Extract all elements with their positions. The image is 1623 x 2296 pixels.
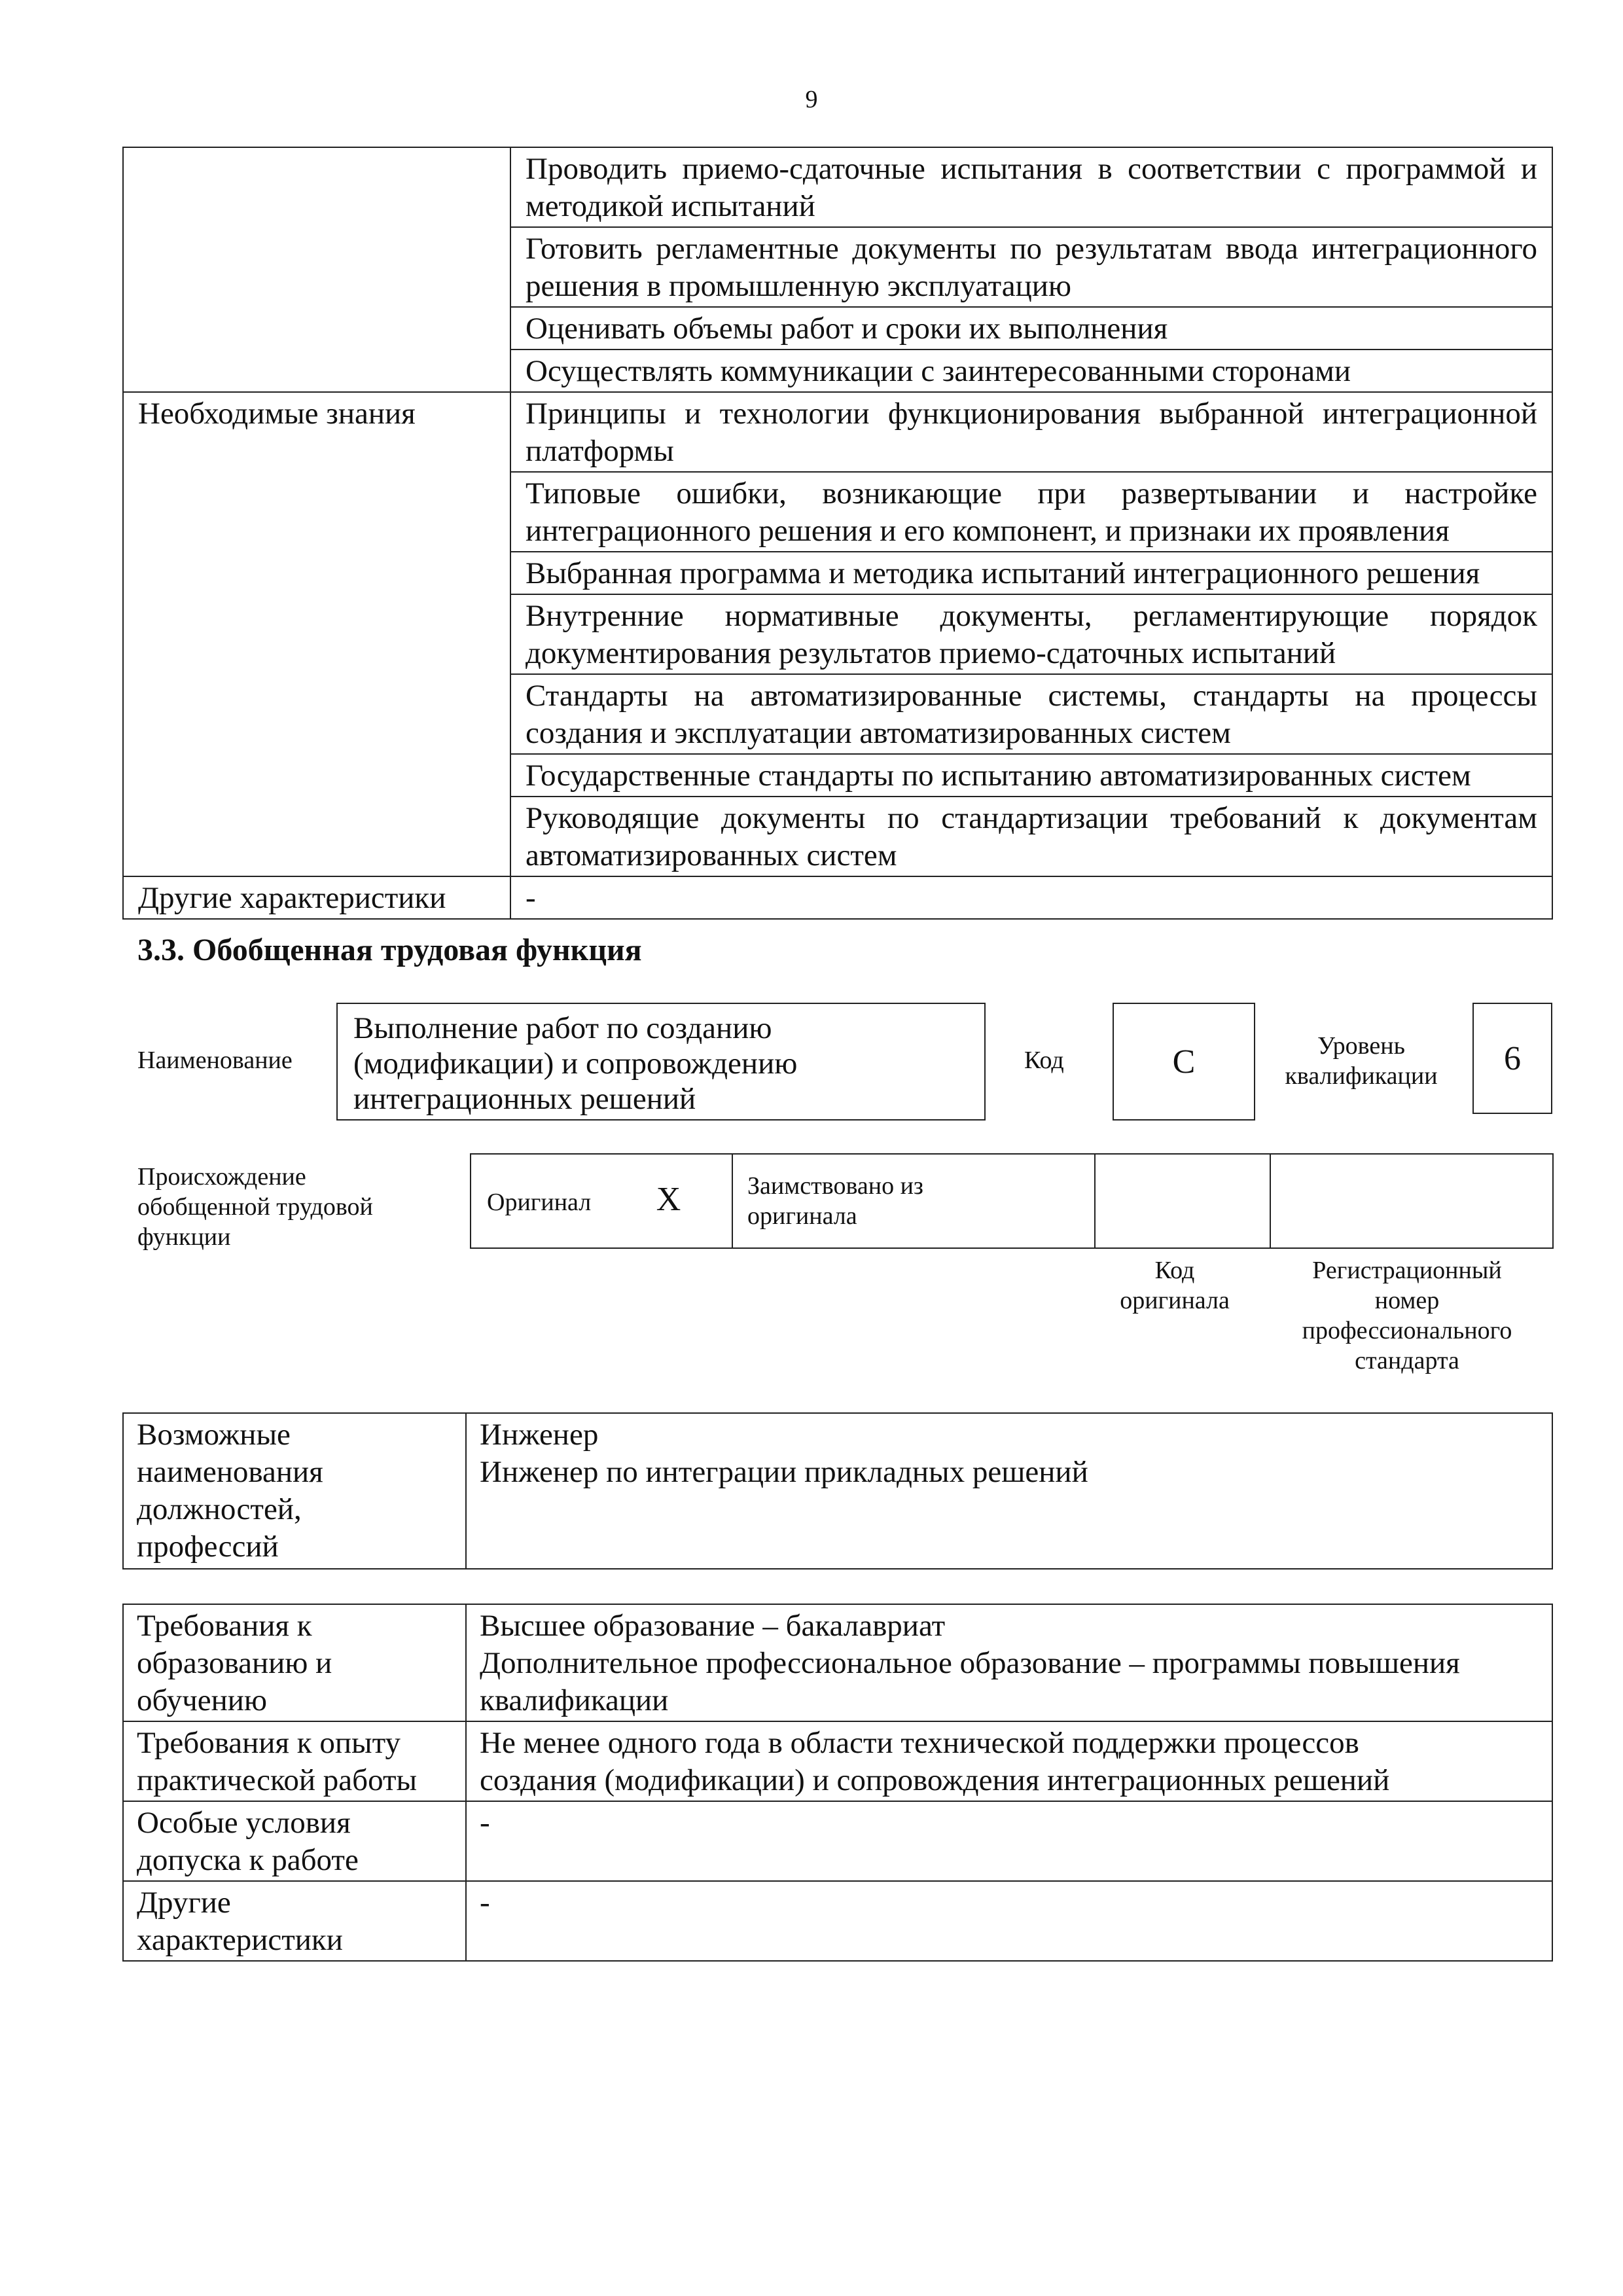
knowledge-row: Руководящие документы по стандартизации требований к документам автоматизированных систем [510, 797, 1552, 876]
knowledge-row: Стандарты на автоматизированные системы, стандарты на процессы создания и эксплуатации автоматизированных систем [510, 674, 1552, 754]
origin-label: Происхождение обобщенной трудовой функции [137, 1163, 373, 1251]
knowledge-row: Типовые ошибки, возникающие при развертывании и настройке интеграционного решения и его компонент, и признаки их проявления [510, 472, 1552, 552]
original-cell [471, 1154, 732, 1248]
positions-table [122, 1412, 1553, 1570]
skill-row: Оценивать объемы работ и сроки их выполнения [510, 307, 1552, 350]
page-number: 9 [805, 86, 818, 113]
positions-label: Возможные наименования должностей, профессий [123, 1413, 466, 1569]
skill-row: Готовить регламентные документы по результатам ввода интеграционного решения в промышленную эксплуатацию [510, 227, 1552, 307]
positions-values: Инженер Инженер по интеграции прикладных решений [466, 1413, 1552, 1569]
level-value: 6 [1472, 1003, 1552, 1114]
reg-number-caption: Регистрационный номер профессионального стандарта [1302, 1257, 1512, 1374]
experience-value: Не менее одного года в области технической поддержки процессов создания (модификации) и сопровождения интеграционных решений [466, 1721, 1552, 1801]
original-mark: X [656, 1181, 681, 1218]
knowledge-row: Выбранная программа и методика испытаний интеграционного решения [510, 552, 1552, 594]
function-name-box: Выполнение работ по созданию (модификации) и сопровождению интеграционных решений [336, 1003, 986, 1121]
other-value: - [510, 876, 1552, 919]
reg-number-cell [1270, 1154, 1553, 1248]
origin-table [470, 1153, 1554, 1249]
knowledge-row: Государственные стандарты по испытанию автоматизированных систем [510, 754, 1552, 797]
requirements-table [122, 1604, 1553, 1962]
knowledge-label: Необходимые знания [123, 392, 510, 876]
code-value: C [1113, 1003, 1255, 1121]
borrowed-cell: Заимствовано из оригинала [732, 1154, 1095, 1248]
other-label: Другие характеристики [123, 876, 510, 919]
empty-label-cell [123, 147, 510, 392]
original-code-cell [1095, 1154, 1270, 1248]
code-label: Код [1024, 1047, 1064, 1074]
knowledge-row: Внутренние нормативные документы, регламентирующие порядок документирования результатов приемо-сдаточных испытаний [510, 594, 1552, 674]
name-label: Наименование [137, 1047, 293, 1074]
other-characteristics-value: - [466, 1881, 1552, 1961]
section-heading: 3.3. Обобщенная трудовая функция [137, 933, 642, 967]
skill-row: Проводить приемо-сдаточные испытания в соответствии с программой и методикой испытаний [510, 147, 1552, 227]
special-conditions-label: Особые условия допуска к работе [123, 1801, 466, 1881]
education-label: Требования к образованию и обучению [123, 1604, 466, 1721]
knowledge-row: Принципы и технологии функционирования выбранной интеграционной платформы [510, 392, 1552, 472]
level-label: Уровень квалификации [1285, 1032, 1438, 1090]
skill-row: Осуществлять коммуникации с заинтересованными сторонами [510, 350, 1552, 392]
education-value: Высшее образование – бакалавриат Дополнительное профессиональное образование – программы повышения квалификации [466, 1604, 1552, 1721]
code-caption: Код оригинала [1120, 1257, 1230, 1314]
other-characteristics-label: Другие характеристики [123, 1881, 466, 1961]
experience-label: Требования к опыту практической работы [123, 1721, 466, 1801]
original-label: Оригинал [487, 1189, 592, 1216]
knowledge-skills-table [122, 147, 1553, 920]
special-conditions-value: - [466, 1801, 1552, 1881]
